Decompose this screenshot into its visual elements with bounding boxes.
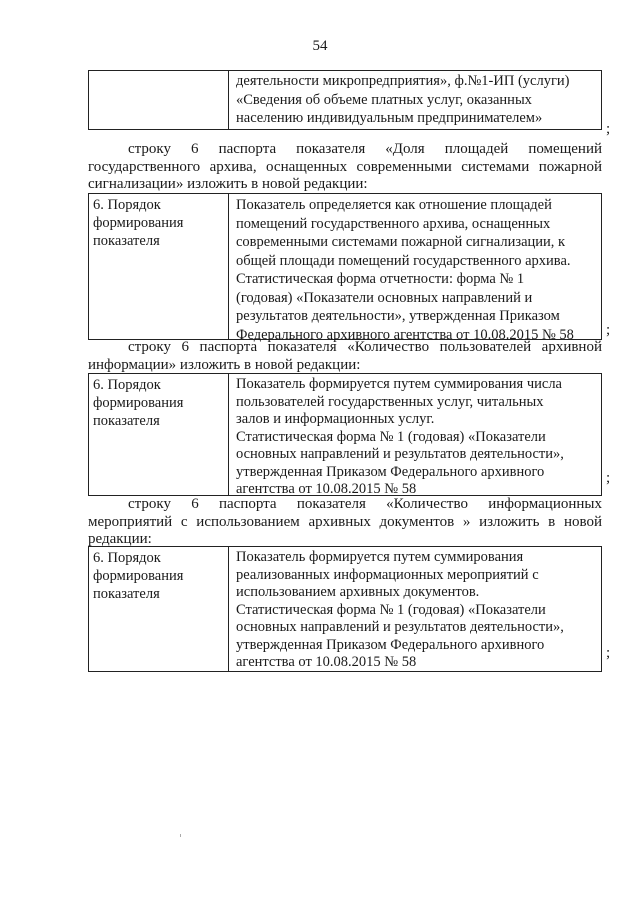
- paragraph-line: редакции:: [88, 531, 152, 547]
- paragraph-line: информации» изложить в новой редакции:: [88, 356, 361, 373]
- table-continuation: [88, 70, 602, 130]
- table-line: результатов деятельности», утвержденная Приказом: [236, 308, 560, 324]
- paragraph-line: строку 6 паспорта показателя «Количество пользователей архивной: [128, 339, 602, 355]
- table-doly-ploshchadei: [88, 193, 602, 343]
- paragraph-line: государственного архива, оснащенных современными системами пожарной: [88, 158, 602, 175]
- paragraph-line: строку 6 паспорта показателя «Доля площадей помещений: [128, 141, 602, 157]
- paragraph-line: мероприятий с использованием архивных документов » изложить в новой: [88, 513, 602, 530]
- table-line: основных направлений и результатов деятельности»,: [236, 619, 564, 635]
- table-left-cell: 6. Порядок формирования показателя: [89, 547, 229, 671]
- table-line: Показатель формируется путем суммирования: [236, 549, 524, 565]
- paragraph-line: строку 6 паспорта показателя «Количество информационных: [128, 496, 602, 512]
- table-line: утвержденная Приказом Федерального архивного: [236, 636, 545, 653]
- table-line: современными системами пожарной сигнализации, к: [236, 234, 566, 250]
- paragraph-doly-ploshchadei: [88, 141, 602, 194]
- table-line: общей площади помещений государственного архива.: [236, 252, 571, 269]
- table-line: Статистическая форма отчетности: форма № 1: [236, 271, 525, 287]
- table-line: помещений государственного архива, оснащенных: [236, 215, 551, 232]
- table-line: Статистическая форма № 1 (годовая) «Показатели: [236, 601, 546, 618]
- table-line: агентства от 10.08.2015 № 58: [236, 481, 417, 497]
- page-number: 54: [312, 38, 328, 54]
- table-left-cell: 6. Порядок формирования показателя: [89, 194, 229, 339]
- table-line: реализованных информационных мероприятий с: [236, 566, 539, 583]
- paragraph-informatsionnye-meropriyatiya: [88, 496, 602, 549]
- table-right-cell: [229, 374, 601, 495]
- table-line: Статистическая форма № 1 (годовая) «Показатели: [236, 428, 546, 445]
- table-right-cell: [229, 547, 601, 671]
- table-kolichestvo-polzovatelei: [88, 373, 602, 496]
- scan-mark: [180, 834, 181, 837]
- table-line: Федерального архивного агентства от 10.08.2015 № 58: [236, 326, 574, 343]
- semicolon: ;: [606, 645, 611, 661]
- table-line: пользователей государственных услуг, читальных: [236, 393, 544, 410]
- paragraph-kolichestvo-polzovatelei: [88, 339, 602, 374]
- semicolon: ;: [606, 470, 611, 486]
- table-line: основных направлений и результатов деятельности»,: [236, 446, 564, 462]
- table-line: «Сведения об объеме платных услуг, оказанных: [236, 91, 532, 108]
- table-left-cell: 6. Порядок формирования показателя: [89, 374, 229, 495]
- table-right-cell: [229, 194, 601, 343]
- table-informatsionnye-meropriyatiya: [88, 546, 602, 672]
- table-line: Показатель определяется как отношение площадей: [236, 197, 552, 213]
- table-line: населению индивидуальным предпринимателем»: [236, 110, 543, 126]
- table-line: залов и информационных услуг.: [236, 411, 435, 427]
- paragraph-line: сигнализации» изложить в новой редакции:: [88, 176, 368, 192]
- table-left-cell: [89, 71, 229, 129]
- semicolon: ;: [606, 121, 611, 137]
- table-right-cell: [229, 71, 601, 129]
- table-line: деятельности микропредприятия», ф.№1-ИП (услуги): [236, 73, 570, 89]
- semicolon: ;: [606, 322, 611, 338]
- table-line: агентства от 10.08.2015 № 58: [236, 654, 417, 670]
- table-line: Показатель формируется путем суммирования числа: [236, 376, 562, 392]
- table-line: утвержденная Приказом Федерального архивного: [236, 463, 545, 480]
- table-line: использованием архивных документов.: [236, 584, 480, 600]
- table-line: (годовая) «Показатели основных направлений и: [236, 289, 533, 306]
